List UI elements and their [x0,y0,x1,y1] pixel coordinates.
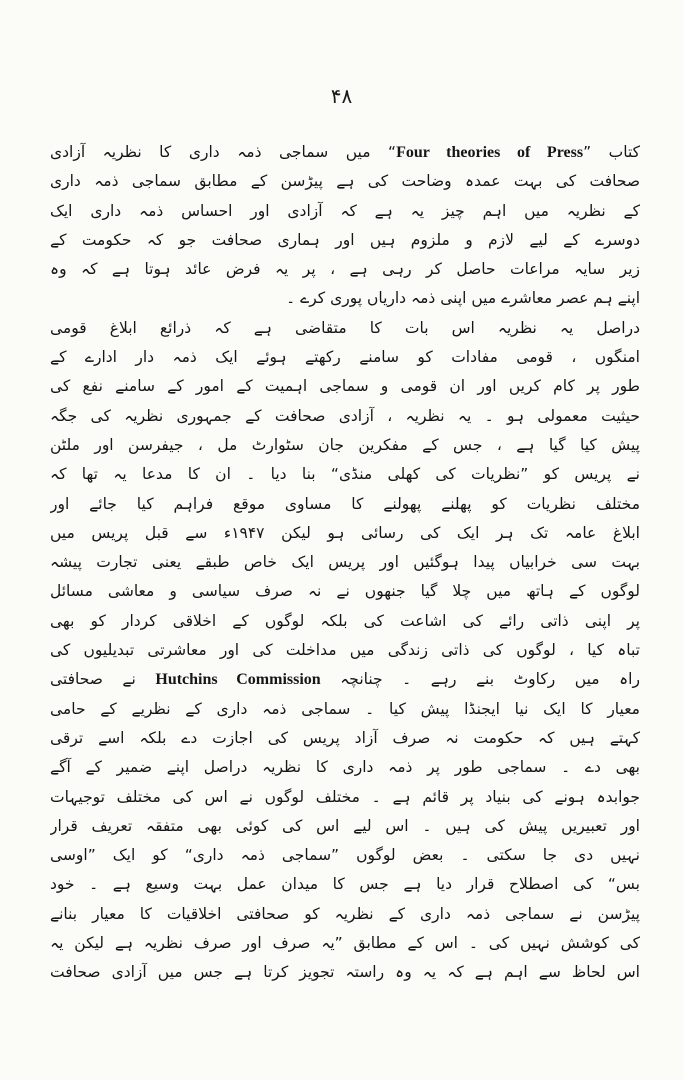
text-segment: کتاب ” [583,143,640,161]
text-line [50,665,640,694]
text-line: معیار کا ایک نیا ایجنڈا پیش کیا ۔ سماجی ذمہ داری کے نظریے کے حامی [50,699,640,718]
text-line: نہیں دی جا سکتی ۔ بعض لوگوں ”سماجی ذمہ داری“ کو ایک ”اوسی [50,846,640,865]
text-line: اس لحاظ سے اہم ہے کہ یہ وہ راستہ تجویز کرتا ہے جس میں آزادی صحافت [50,963,640,982]
text-line: پر اپنی ذاتی رائے کی اشاعت کی بلکہ لوگوں کے اخلاقی کردار کو بھی [50,611,640,630]
text-line: طور پر کام کریں اور ان قومی و سماجی اہمیت کے امور کے سامنے نفع کی [50,377,640,396]
text-line: کی کوشش نہیں کی ۔ اس کے مطابق ”یہ صرف اور صرف نظریہ ہے لیکن یہ [50,934,640,953]
text-line: حیثیت معمولی ہو ۔ یہ نظریہ ، آزادی صحافت کے جمہوری نظریہ کی جگہ [50,406,640,425]
text-line: زیر سایہ مراعات حاصل کر رہی ہے ، پر یہ فرض عائد ہوتا ہے کہ وہ [50,260,640,279]
text-segment: “ میں سماجی ذمہ داری کا نظریہ آزادی [50,143,397,161]
text-line: اور تعبیریں پیش کی ہیں ۔ اس لیے اس کی کوئی بھی متفقہ تعریف قرار [50,816,640,835]
text-line: بھی دے ۔ سماجی طور پر ذمہ داری کا نظریہ دراصل اپنے ضمیر کے آگے [50,758,640,777]
text-line: پیڑسن نے سماجی ذمہ داری کے نظریہ کو صحافتی اخلاقیات کا معیار بنانے [50,904,640,923]
text-line: لوگوں کے ہاتھ میں چلا گیا جنھوں نے نہ صرف سیاسی و معاشی مسائل [50,582,640,601]
english-title: Four theories of Press [396,144,584,161]
text-line: دوسرے کے لیے لازم و ملزوم ہیں اور ہماری صحافت جو کہ حکومت کے [50,230,640,249]
text-line: اپنے ہم عصر معاشرے میں اپنی ذمہ داریاں پوری کرے ۔ [286,289,640,308]
text-line: دراصل یہ نظریہ اس بات کا متقاضی ہے کہ ذرائع ابلاغ قومی [50,318,640,337]
text-line [50,138,640,167]
text-line: مختلف نظریات کو پھلنے پھولنے کا مساوی موقع فراہم کیا جائے اور [50,494,640,513]
text-line: جوابدہ ہونے کی بنیاد پر قائم ہے ۔ مختلف لوگوں نے اس کی مختلف توجیہات [50,787,640,806]
page-number: ۴۸ [330,84,353,108]
text-segment: راہ میں رکاوٹ بنے رہے ۔ چنانچہ [320,670,640,689]
text-line: ابلاغ عامہ تک ہر ایک کی رسائی ہو لیکن ۱۹۴۷ء سے قبل پریس میں [50,523,640,542]
text-line: پیش کیا گیا ہے ، جس کے مفکرین جان سٹوارٹ مل ، جیفرسن اور ملٹن [50,435,640,454]
page-body-text [50,138,640,988]
text-line: صحافت کی بہت عمدہ وضاحت کی ہے پیڑسن کے مطابق سماجی ذمہ داری [50,172,640,191]
text-line: امنگوں ، قومی مفادات کو سامنے رکھتے ہوئے ایک ذمہ دار ادارے کے [50,348,640,367]
text-line: کہتے ہیں کہ حکومت نہ صرف آزاد پریس کی اجازت دے بلکہ اسے ترقی [50,728,640,747]
text-segment: نے صحافتی [50,670,156,689]
text-line: تباہ کیا ، لوگوں کی ذاتی زندگی میں مداخلت کی اور معاشرتی تبدیلیوں کی [50,641,640,660]
text-line: بس“ کی اصطلاح قرار دیا ہے جس کا میدان عمل بہت وسیع ہے ۔ خود [50,875,640,894]
english-title: Hutchins Commission [155,671,321,689]
text-line: بہت سی خرابیاں پیدا ہوگئیں اور پریس ایک خاص طبقے یعنی تجارت پیشہ [50,553,640,572]
text-line: نے پریس کو ”نظریات کی کھلی منڈی“ بنا دیا ۔ ان کا مدعا یہ تھا کہ [50,465,640,484]
text-line: کے نظریہ میں اہم چیز یہ ہے کہ آزادی اور احساس ذمہ داری ایک [50,201,640,220]
